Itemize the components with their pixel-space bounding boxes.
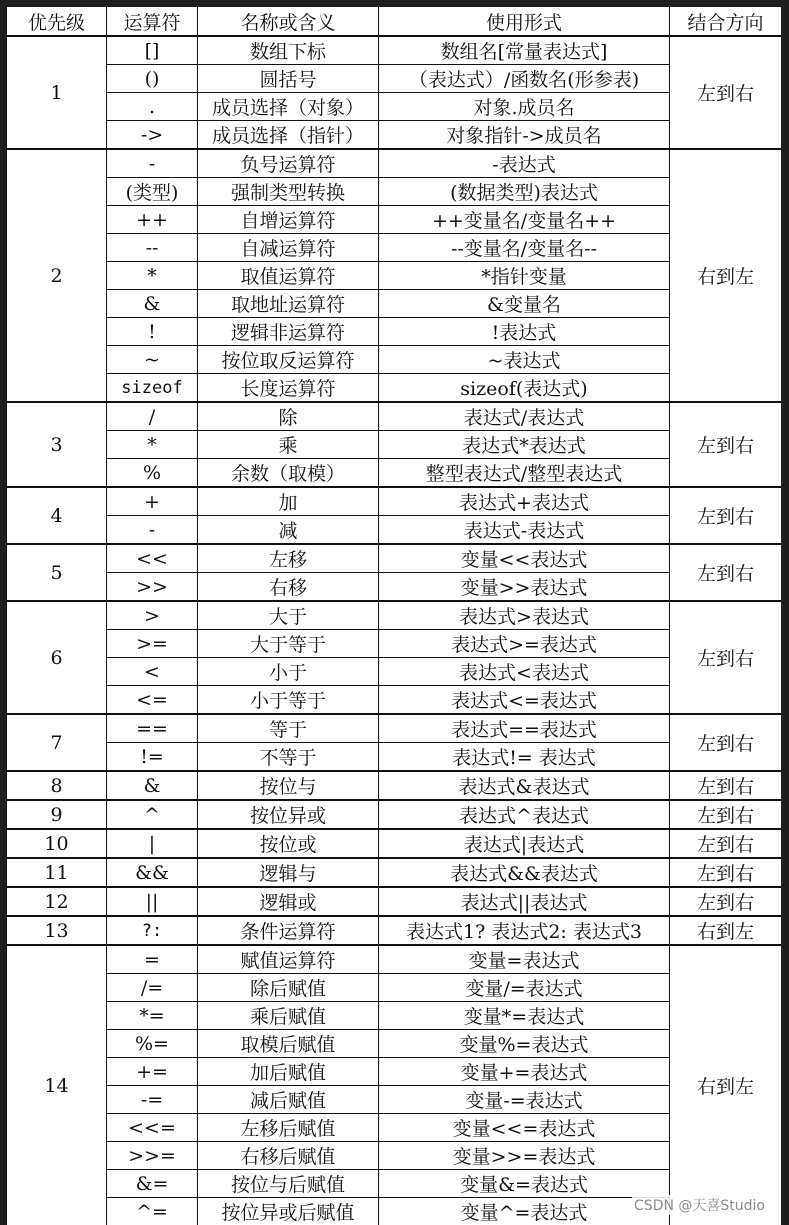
priority-cell: 12 [7,887,107,916]
priority-cell: 1 [7,36,107,149]
usage-cell: (数据类型)表达式 [379,178,670,206]
usage-cell: 变量%=表达式 [379,1030,670,1058]
usage-cell: 对象.成员名 [379,93,670,121]
name-cell: 条件运算符 [198,916,379,945]
name-cell: 按位异或后赋值 [198,1198,379,1225]
name-cell: 大于 [198,601,379,630]
operator-cell: >> [107,573,198,602]
usage-cell: 表达式==表达式 [379,714,670,743]
operator-cell: sizeof [107,374,198,403]
operator-cell: && [107,858,198,887]
direction-cell: 左到右 [670,36,782,149]
priority-cell: 13 [7,916,107,945]
priority-cell: 7 [7,714,107,771]
operator-cell: - [107,516,198,545]
operator-cell: ! [107,318,198,346]
header-row [7,7,782,37]
direction-cell: 右到左 [670,149,782,402]
name-cell: 取地址运算符 [198,290,379,318]
name-cell: 余数（取模） [198,459,379,488]
name-cell: 左移 [198,544,379,573]
operator-cell: > [107,601,198,630]
table-row [7,1030,782,1058]
direction-cell: 右到左 [670,945,782,1225]
name-cell: 成员选择（对象） [198,93,379,121]
name-cell: 右移 [198,573,379,602]
table-row [7,800,782,829]
usage-cell: 表达式|表达式 [379,829,670,858]
usage-cell: 表达式+表达式 [379,487,670,516]
usage-cell: 变量<<表达式 [379,544,670,573]
table-row [7,858,782,887]
operator-cell: << [107,544,198,573]
table-row [7,573,782,602]
operator-cell: != [107,743,198,772]
table-row [7,1002,782,1030]
usage-cell: 变量=表达式 [379,945,670,974]
table-row [7,658,782,686]
name-cell: 成员选择（指针） [198,121,379,150]
table-row [7,346,782,374]
operator-cell: == [107,714,198,743]
table-row [7,829,782,858]
name-cell: 小于等于 [198,686,379,715]
header-name: 名称或含义 [198,7,379,37]
operator-cell: (类型) [107,178,198,206]
operator-cell: < [107,658,198,686]
name-cell: 加后赋值 [198,1058,379,1086]
operator-cell: ^ [107,800,198,829]
table-row [7,916,782,945]
table-row [7,601,782,630]
operator-cell: ^= [107,1198,198,1225]
name-cell: 取值运算符 [198,262,379,290]
table-row [7,178,782,206]
name-cell: 按位异或 [198,800,379,829]
direction-cell: 左到右 [670,402,782,487]
usage-cell: 变量+=表达式 [379,1058,670,1086]
table-row [7,1170,782,1198]
name-cell: 负号运算符 [198,149,379,178]
table-row [7,974,782,1002]
header-priority: 优先级 [7,7,107,37]
header-operator: 运算符 [107,7,198,37]
usage-cell: 变量>>=表达式 [379,1142,670,1170]
usage-cell: 表达式&表达式 [379,771,670,800]
table-row [7,36,782,65]
name-cell: 圆括号 [198,65,379,93]
name-cell: 减后赋值 [198,1086,379,1114]
usage-cell: 表达式1? 表达式2: 表达式3 [379,916,670,945]
operator-cell: () [107,65,198,93]
table-row [7,402,782,431]
operator-cell: >>= [107,1142,198,1170]
operator-cell: <= [107,686,198,715]
usage-cell: （表达式）/函数名(形参表) [379,65,670,93]
operator-cell: [] [107,36,198,65]
priority-cell: 4 [7,487,107,544]
name-cell: 小于 [198,658,379,686]
priority-cell: 2 [7,149,107,402]
header-direction: 结合方向 [670,7,782,37]
name-cell: 强制类型转换 [198,178,379,206]
operator-cell: %= [107,1030,198,1058]
priority-cell: 11 [7,858,107,887]
table-row [7,431,782,459]
usage-cell: 表达式<表达式 [379,658,670,686]
operator-precedence-table [6,6,781,1225]
table-row [7,1114,782,1142]
direction-cell: 左到右 [670,829,782,858]
table-row [7,262,782,290]
table-row [7,630,782,658]
usage-cell: 变量^=表达式 [379,1198,670,1225]
priority-cell: 8 [7,771,107,800]
operator-cell: % [107,459,198,488]
direction-cell: 左到右 [670,544,782,601]
usage-cell: *指针变量 [379,262,670,290]
table-row [7,206,782,234]
operator-cell: || [107,887,198,916]
table-row [7,149,782,178]
table-row [7,544,782,573]
direction-cell: 左到右 [670,601,782,714]
name-cell: 自减运算符 [198,234,379,262]
name-cell: 按位取反运算符 [198,346,379,374]
table-body [7,36,782,1225]
operator-cell: -> [107,121,198,150]
operator-cell: ?: [107,916,198,945]
table-row [7,234,782,262]
table-row [7,374,782,403]
name-cell: 数组下标 [198,36,379,65]
operator-cell: - [107,149,198,178]
usage-cell: 表达式>=表达式 [379,630,670,658]
name-cell: 加 [198,487,379,516]
name-cell: 按位与 [198,771,379,800]
operator-cell: & [107,771,198,800]
name-cell: 赋值运算符 [198,945,379,974]
usage-cell: 变量-=表达式 [379,1086,670,1114]
operator-cell: <<= [107,1114,198,1142]
direction-cell: 左到右 [670,714,782,771]
table-row [7,1086,782,1114]
name-cell: 右移后赋值 [198,1142,379,1170]
name-cell: 不等于 [198,743,379,772]
table-row [7,771,782,800]
direction-cell: 左到右 [670,858,782,887]
usage-cell: 表达式>表达式 [379,601,670,630]
operator-cell: & [107,290,198,318]
table-row [7,65,782,93]
operator-cell: &= [107,1170,198,1198]
name-cell: 取模后赋值 [198,1030,379,1058]
table-row [7,121,782,150]
table-row [7,945,782,974]
table-row [7,714,782,743]
table-row [7,290,782,318]
name-cell: 逻辑或 [198,887,379,916]
table-row [7,93,782,121]
name-cell: 大于等于 [198,630,379,658]
priority-cell: 3 [7,402,107,487]
usage-cell: 数组名[常量表达式] [379,36,670,65]
table-row [7,686,782,715]
table-row [7,887,782,916]
table-row [7,516,782,545]
operator-cell: . [107,93,198,121]
table-row [7,318,782,346]
name-cell: 除 [198,402,379,431]
usage-cell: 表达式<=表达式 [379,686,670,715]
direction-cell: 左到右 [670,487,782,544]
operator-cell: + [107,487,198,516]
name-cell: 等于 [198,714,379,743]
usage-cell: 表达式-表达式 [379,516,670,545]
name-cell: 按位或 [198,829,379,858]
usage-cell: &变量名 [379,290,670,318]
operator-cell: -- [107,234,198,262]
name-cell: 除后赋值 [198,974,379,1002]
usage-cell: sizeof(表达式) [379,374,670,403]
priority-cell: 5 [7,544,107,601]
usage-cell: 变量>>表达式 [379,573,670,602]
operator-cell: += [107,1058,198,1086]
header-usage: 使用形式 [379,7,670,37]
operator-cell: ~ [107,346,198,374]
usage-cell: 变量*=表达式 [379,1002,670,1030]
document-sheet [6,6,781,1225]
operator-cell: /= [107,974,198,1002]
priority-cell: 9 [7,800,107,829]
usage-cell: --变量名/变量名-- [379,234,670,262]
name-cell: 逻辑与 [198,858,379,887]
usage-cell: 表达式/表达式 [379,402,670,431]
operator-cell: *= [107,1002,198,1030]
name-cell: 减 [198,516,379,545]
usage-cell: 变量/=表达式 [379,974,670,1002]
usage-cell: ~表达式 [379,346,670,374]
table-row [7,459,782,488]
usage-cell: 变量<<=表达式 [379,1114,670,1142]
table-row [7,487,782,516]
name-cell: 按位与后赋值 [198,1170,379,1198]
usage-cell: 表达式*表达式 [379,431,670,459]
operator-cell: / [107,402,198,431]
operator-cell: ++ [107,206,198,234]
operator-cell: | [107,829,198,858]
operator-cell: * [107,431,198,459]
usage-cell: 表达式&&表达式 [379,858,670,887]
table-row [7,1142,782,1170]
table-row [7,1058,782,1086]
name-cell: 左移后赋值 [198,1114,379,1142]
usage-cell: 对象指针->成员名 [379,121,670,150]
usage-cell: 表达式!= 表达式 [379,743,670,772]
direction-cell: 左到右 [670,800,782,829]
direction-cell: 左到右 [670,887,782,916]
operator-cell: = [107,945,198,974]
direction-cell: 左到右 [670,771,782,800]
table-row [7,743,782,772]
usage-cell: 表达式^表达式 [379,800,670,829]
operator-cell: * [107,262,198,290]
name-cell: 乘 [198,431,379,459]
priority-cell: 6 [7,601,107,714]
direction-cell: 右到左 [670,916,782,945]
operator-cell: -= [107,1086,198,1114]
name-cell: 逻辑非运算符 [198,318,379,346]
usage-cell: ++变量名/变量名++ [379,206,670,234]
operator-cell: >= [107,630,198,658]
usage-cell: 变量&=表达式 [379,1170,670,1198]
priority-cell: 14 [7,945,107,1225]
usage-cell: 整型表达式/整型表达式 [379,459,670,488]
usage-cell: 表达式||表达式 [379,887,670,916]
priority-cell: 10 [7,829,107,858]
usage-cell: -表达式 [379,149,670,178]
name-cell: 长度运算符 [198,374,379,403]
name-cell: 自增运算符 [198,206,379,234]
usage-cell: !表达式 [379,318,670,346]
name-cell: 乘后赋值 [198,1002,379,1030]
watermark: CSDN @天喜Studio [632,1195,767,1215]
